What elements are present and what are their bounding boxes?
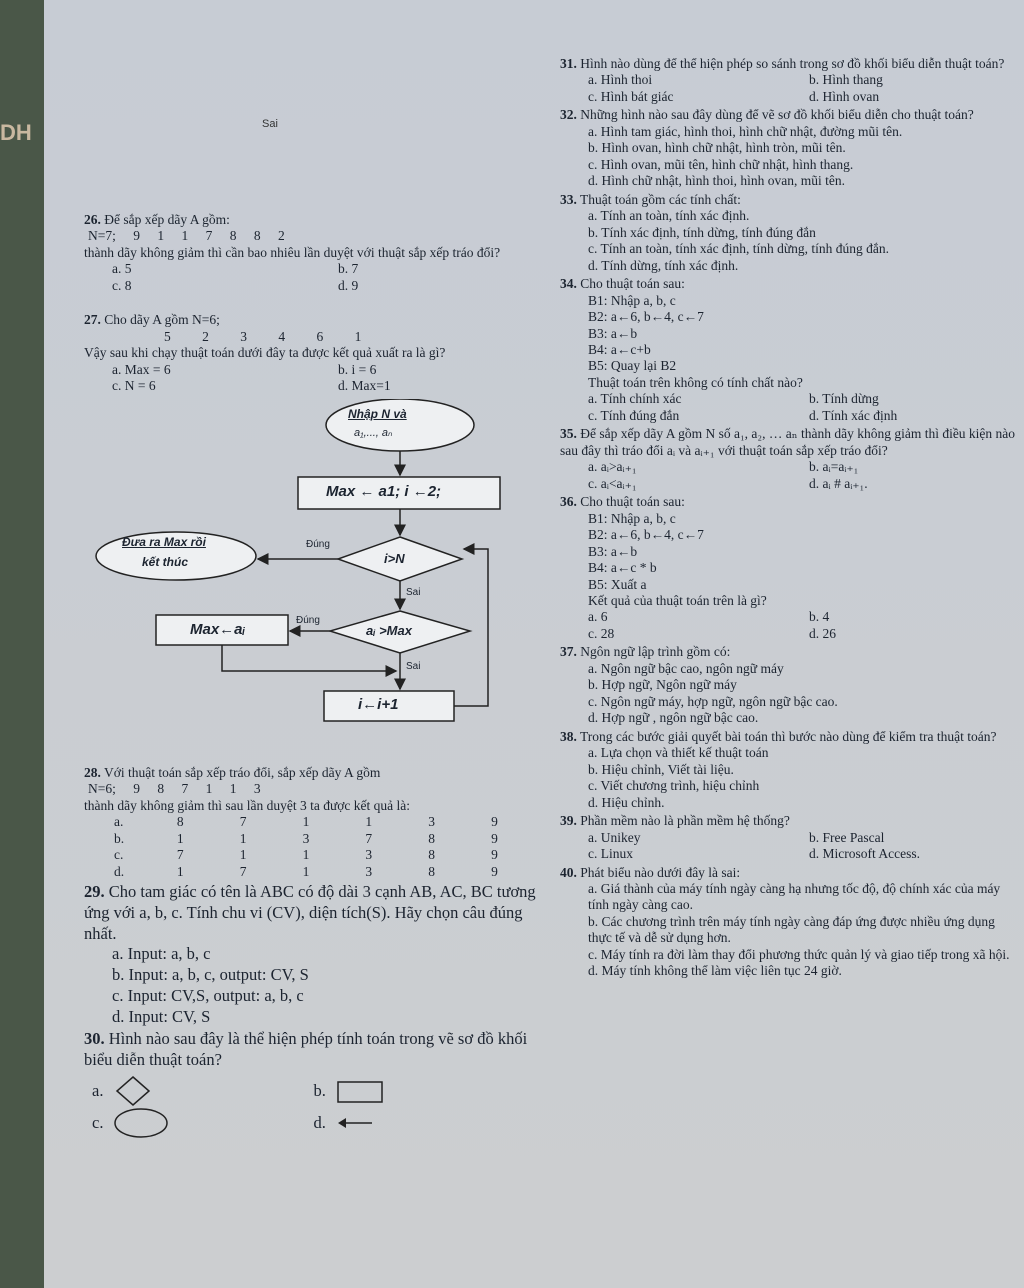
option-a: a. aᵢ>aᵢ₊₁ xyxy=(588,459,637,475)
answer-options xyxy=(560,661,1020,727)
option-b: b. Hiệu chỉnh, Viết tài liệu. xyxy=(588,761,734,777)
option-d: d. Microsoft Access. xyxy=(809,846,920,862)
answer-options xyxy=(560,124,1020,190)
option-c: c. Hình ovan, mũi tên, hình chữ nhật, hình thang. xyxy=(588,156,854,172)
output-label-2: kết thúc xyxy=(142,554,189,569)
option-d: d. Máy tính không thể làm việc liên tục 24 giờ. xyxy=(588,963,842,979)
option-a: a. Unikey xyxy=(588,829,641,845)
answer-options xyxy=(84,944,554,1027)
answer-options xyxy=(560,830,1020,863)
output-label: Đưa ra Max rồi xyxy=(122,534,206,549)
option-row: b. 1 1 3 7 8 9 xyxy=(114,830,498,846)
shape-options-1: a. b. xyxy=(84,1075,554,1107)
option-b: b. Free Pascal xyxy=(809,829,885,845)
option-a: a. Tính an toàn, tính xác định. xyxy=(588,208,750,224)
option-c: c. Tính an toàn, tính xác định, tính dừng, tính đúng đắn. xyxy=(588,241,890,257)
answer-options xyxy=(560,881,1020,980)
option-a: a. Lựa chọn và thiết kế thuật toán xyxy=(588,745,769,761)
algorithm-steps: B1: Nhập a, b, c B2: a←6, b←4, c←7 B3: a←b B4: a←c * b B5: Xuất a Kết quả của thuật toán trên là gì? xyxy=(588,510,767,608)
answer-options xyxy=(560,459,1020,492)
option-d: d. Hợp ngữ , ngôn ngữ bậc cao. xyxy=(588,710,759,726)
option-d: d. aᵢ # aᵢ₊₁. xyxy=(809,475,868,491)
arrow xyxy=(222,645,396,671)
option-row: a. 8 7 1 1 3 9 xyxy=(114,814,498,830)
question-31: 31. Hình nào dùng để thể hiện phép so sánh trong sơ đồ khối biểu diễn thuật toán? a. Hình thoi b. Hình thang c. Hình bát giác d. Hình ovan xyxy=(560,56,1020,105)
diamond-icon xyxy=(113,1075,153,1107)
shape-options-2: c. d. xyxy=(84,1107,554,1139)
answer-options xyxy=(560,745,1020,811)
option-d: d. Tính xác định xyxy=(809,407,898,423)
question-27: 27. Cho dãy A gồm N=6; 5 2 3 4 6 1 Vậy sau khi chạy thuật toán dưới đây ta được kết quả xuất ra là gì? a. Max = 6 b. i = 6 c. N = 6 d. Max=1 xyxy=(84,312,554,394)
condition-2-label: aᵢ >Max xyxy=(366,622,412,638)
option-c: c. 28 xyxy=(588,625,615,641)
option-a: a. Hình tam giác, hình thoi, hình chữ nhật, đường mũi tên. xyxy=(588,123,903,139)
answer-options xyxy=(84,362,554,395)
top-note: Sai xyxy=(262,118,278,130)
algorithm-steps: B1: Nhập a, b, c B2: a←6, b←4, c←7 B3: a←b B4: a←c+b B5: Quay lại B2 Thuật toán trên không có tính chất nào? xyxy=(588,292,803,390)
option-d: d. Max=1 xyxy=(338,378,391,394)
option-b: b. 4 xyxy=(809,609,830,625)
option-a: a. 6 xyxy=(588,609,608,625)
answer-options xyxy=(84,261,554,294)
option-c: c. aᵢ<aᵢ₊₁ xyxy=(588,475,637,491)
option-c: c. 8 xyxy=(112,277,132,293)
flowchart xyxy=(84,399,554,759)
question-36: 36. Cho thuật toán sau: B1: Nhập a, b, c B2: a←6, b←4, c←7 B3: a←b B4: a←c * b B5: Xuất a Kết quả của thuật toán trên là gì? a. 6 b. 4 c. 28 d. 26 xyxy=(560,494,1020,642)
answer-options xyxy=(560,391,1020,424)
question-39: 39. Phần mềm nào là phần mềm hệ thống? a. Unikey b. Free Pascal c. Linux d. Microsoft Access. xyxy=(560,813,1020,862)
oval-icon xyxy=(113,1107,169,1139)
left-column xyxy=(84,212,554,1141)
option-d: d. Input: CV, S xyxy=(112,1006,211,1026)
answer-options xyxy=(560,609,1020,642)
option-b: b. Hình ovan, hình chữ nhật, hình tròn, mũi tên. xyxy=(588,140,846,156)
option-b: b. Tính xác định, tính dừng, tính đúng đắn xyxy=(588,224,816,240)
question-26: 26. Để sắp xếp dãy A gồm: N=7; 9 1 1 7 8 8 2 thành dãy không giảm thì cần bao nhiêu lần duyệt với thuật sắp xếp tráo đổi? a. 5 b. 7 c. 8 d. 9 xyxy=(84,212,554,294)
option-c: c. Ngôn ngữ máy, hợp ngữ, ngôn ngữ bậc cao. xyxy=(588,693,838,709)
assign-label: Max←aᵢ xyxy=(190,620,246,638)
option-d: d. Hình chữ nhật, hình thoi, hình ovan, mũi tên. xyxy=(588,173,846,189)
init-label: Max ← a1; i ←2; xyxy=(326,482,442,500)
question-37: 37. Ngôn ngữ lập trình gồm có: a. Ngôn ngữ bậc cao, ngôn ngữ máy b. Hợp ngữ, Ngôn ngữ máy c. Ngôn ngữ máy, hợp ngữ, ngôn ngữ bậc cao. d. Hợp ngữ , ngôn ngữ bậc cao. xyxy=(560,644,1020,726)
option-c: c. Viết chương trình, hiệu chỉnh xyxy=(588,778,760,794)
yes-label-1: Đúng xyxy=(306,538,330,550)
question-35: 35. Để sắp xếp dãy A gồm N số a₁, a₂, … aₙ thành dãy không giảm thì điều kiện nào sau đây thì tráo đổi aᵢ và aᵢ₊₁ với thuật toán sắp xếp tráo đổi? a. aᵢ>aᵢ₊₁ b. aᵢ=aᵢ₊₁ c. aᵢ<aᵢ₊₁ d. aᵢ # aᵢ₊₁. xyxy=(560,426,1020,492)
option-b: b. Hình thang xyxy=(809,72,883,88)
option-a: a. Tính chính xác xyxy=(588,391,682,407)
option-b: b. aᵢ=aᵢ₊₁ xyxy=(809,459,859,475)
option-row: c. 7 1 1 3 8 9 xyxy=(114,847,498,863)
input-label: Nhập N và xyxy=(348,406,407,421)
question-32: 32. Những hình nào sau đây dùng để vẽ sơ đồ khối biểu diễn cho thuật toán? a. Hình tam giác, hình thoi, hình chữ nhật, đường mũi tên. b. Hình ovan, hình chữ nhật, hình tròn, mũi tên. c. Hình ovan, mũi tên, hình chữ nhật, hình thang. d. Hình chữ nhật, hình thoi, hình ovan, mũi tên. xyxy=(560,107,1020,189)
option-b: b. 7 xyxy=(338,261,359,277)
option-c: c. Input: CV,S, output: a, b, c xyxy=(112,985,304,1005)
right-column xyxy=(560,56,1020,982)
question-33: 33. Thuật toán gồm các tính chất: a. Tính an toàn, tính xác định. b. Tính xác định, tính dừng, tính đúng đắn c. Tính an toàn, tính xác định, tính dừng, tính đúng đắn. d. Tính dừng, tính xác định. xyxy=(560,192,1020,274)
answer-options xyxy=(560,72,1020,105)
option-d: d. Hình ovan xyxy=(809,88,880,104)
option-d: d. Tính dừng, tính xác định. xyxy=(588,257,739,273)
yes-label-2: Đúng xyxy=(296,614,320,626)
arrow-icon xyxy=(336,1113,376,1133)
option-b: b. Input: a, b, c, output: CV, S xyxy=(112,965,309,985)
margin-text: DH xyxy=(0,120,32,145)
question-38: 38. Trong các bước giải quyết bài toán thì bước nào dùng để kiểm tra thuật toán? a. Lựa chọn và thiết kế thuật toán b. Hiệu chỉnh, Viết tài liệu. c. Viết chương trình, hiệu chỉnh d. Hiệu chỉnh. xyxy=(560,729,1020,811)
option-c: c. N = 6 xyxy=(112,378,156,394)
option-a: a. 5 xyxy=(112,261,132,277)
question-30: 30. Hình nào sau đây là thể hiện phép tính toán trong vẽ sơ đồ khối biểu diễn thuật toán? a. b. c. d. xyxy=(84,1029,554,1139)
input-label-2: a₁,..., aₙ xyxy=(354,426,393,439)
option-c: c. Linux xyxy=(588,846,633,862)
option-a: a. Giá thành của máy tính ngày càng hạ nhưng tốc độ, độ chính xác của máy tính ngày càng cao. xyxy=(588,880,1001,913)
increment-label: i←i+1 xyxy=(358,695,399,713)
option-a: a. Hình thoi xyxy=(588,72,653,88)
option-a: a. Ngôn ngữ bậc cao, ngôn ngữ máy xyxy=(588,660,784,676)
option-b: b. Các chương trình trên máy tính ngày càng đáp ứng được nhiều ứng dụng thực tế và dễ sử dụng hơn. xyxy=(588,913,995,946)
no-label-1: Sai xyxy=(406,586,421,598)
option-b: b. i = 6 xyxy=(338,361,377,377)
flowchart-drawing xyxy=(84,399,554,759)
option-a: a. Input: a, b, c xyxy=(112,944,211,964)
rectangle-icon xyxy=(336,1078,386,1104)
option-d: d. 9 xyxy=(338,277,359,293)
question-29: 29. Cho tam giác có tên là ABC có độ dài 3 cạnh AB, AC, BC tương ứng với a, b, c. Tính chu vi (CV), diện tích(S). Hãy chọn câu đúng nhất. a. Input: a, b, c b. Input: a, b, c, output: CV, S c. Input: CV,S, output: a, b, c d. Input: CV, S xyxy=(84,882,554,1027)
option-a: a. Max = 6 xyxy=(112,361,171,377)
question-34: 34. Cho thuật toán sau: B1: Nhập a, b, c B2: a←6, b←4, c←7 B3: a←b B4: a←c+b B5: Quay lại B2 Thuật toán trên không có tính chất nào? a. Tính chính xác b. Tính dừng c. Tính đúng đắn d. Tính xác định xyxy=(560,276,1020,424)
option-b: b. Tính dừng xyxy=(809,391,879,407)
no-label-2: Sai xyxy=(406,660,421,672)
condition-1-label: i>N xyxy=(384,550,405,566)
option-row: d. 1 7 1 3 8 9 xyxy=(114,863,498,879)
question-40: 40. Phát biểu nào dưới đây là sai: a. Giá thành của máy tính ngày càng hạ nhưng tốc độ, độ chính xác của máy tính ngày càng cao. b. Các chương trình trên máy tính ngày càng đáp ứng được nhiều ứng dụng thực tế và dễ sử dụng hơn. c. Máy tính ra đời làm thay đổi phương thức quản lý và giao tiếp trong xã hội. d. Máy tính không thể làm việc liên tục 24 giờ. xyxy=(560,865,1020,980)
option-c: c. Hình bát giác xyxy=(588,88,674,104)
option-c: c. Tính đúng đắn xyxy=(588,407,680,423)
option-c: c. Máy tính ra đời làm thay đổi phương thức quản lý và giao tiếp trong xã hội. xyxy=(588,946,1010,962)
option-d: d. Hiệu chỉnh. xyxy=(588,794,665,810)
option-b: b. Hợp ngữ, Ngôn ngữ máy xyxy=(588,677,737,693)
option-d: d. 26 xyxy=(809,625,836,641)
answer-options xyxy=(560,208,1020,274)
question-28: 28. Với thuật toán sắp xếp tráo đổi, sắp xếp dãy A gồm N=6; 9 8 7 1 1 3 thành dãy không giảm thì sau lần duyệt 3 ta được kết quả là: a. 8 7 1 1 3 9 b. 1 1 3 7 8 9 c. 7 1 1 3 8 9 d. 1 7 1 3 8 9 xyxy=(84,765,554,880)
